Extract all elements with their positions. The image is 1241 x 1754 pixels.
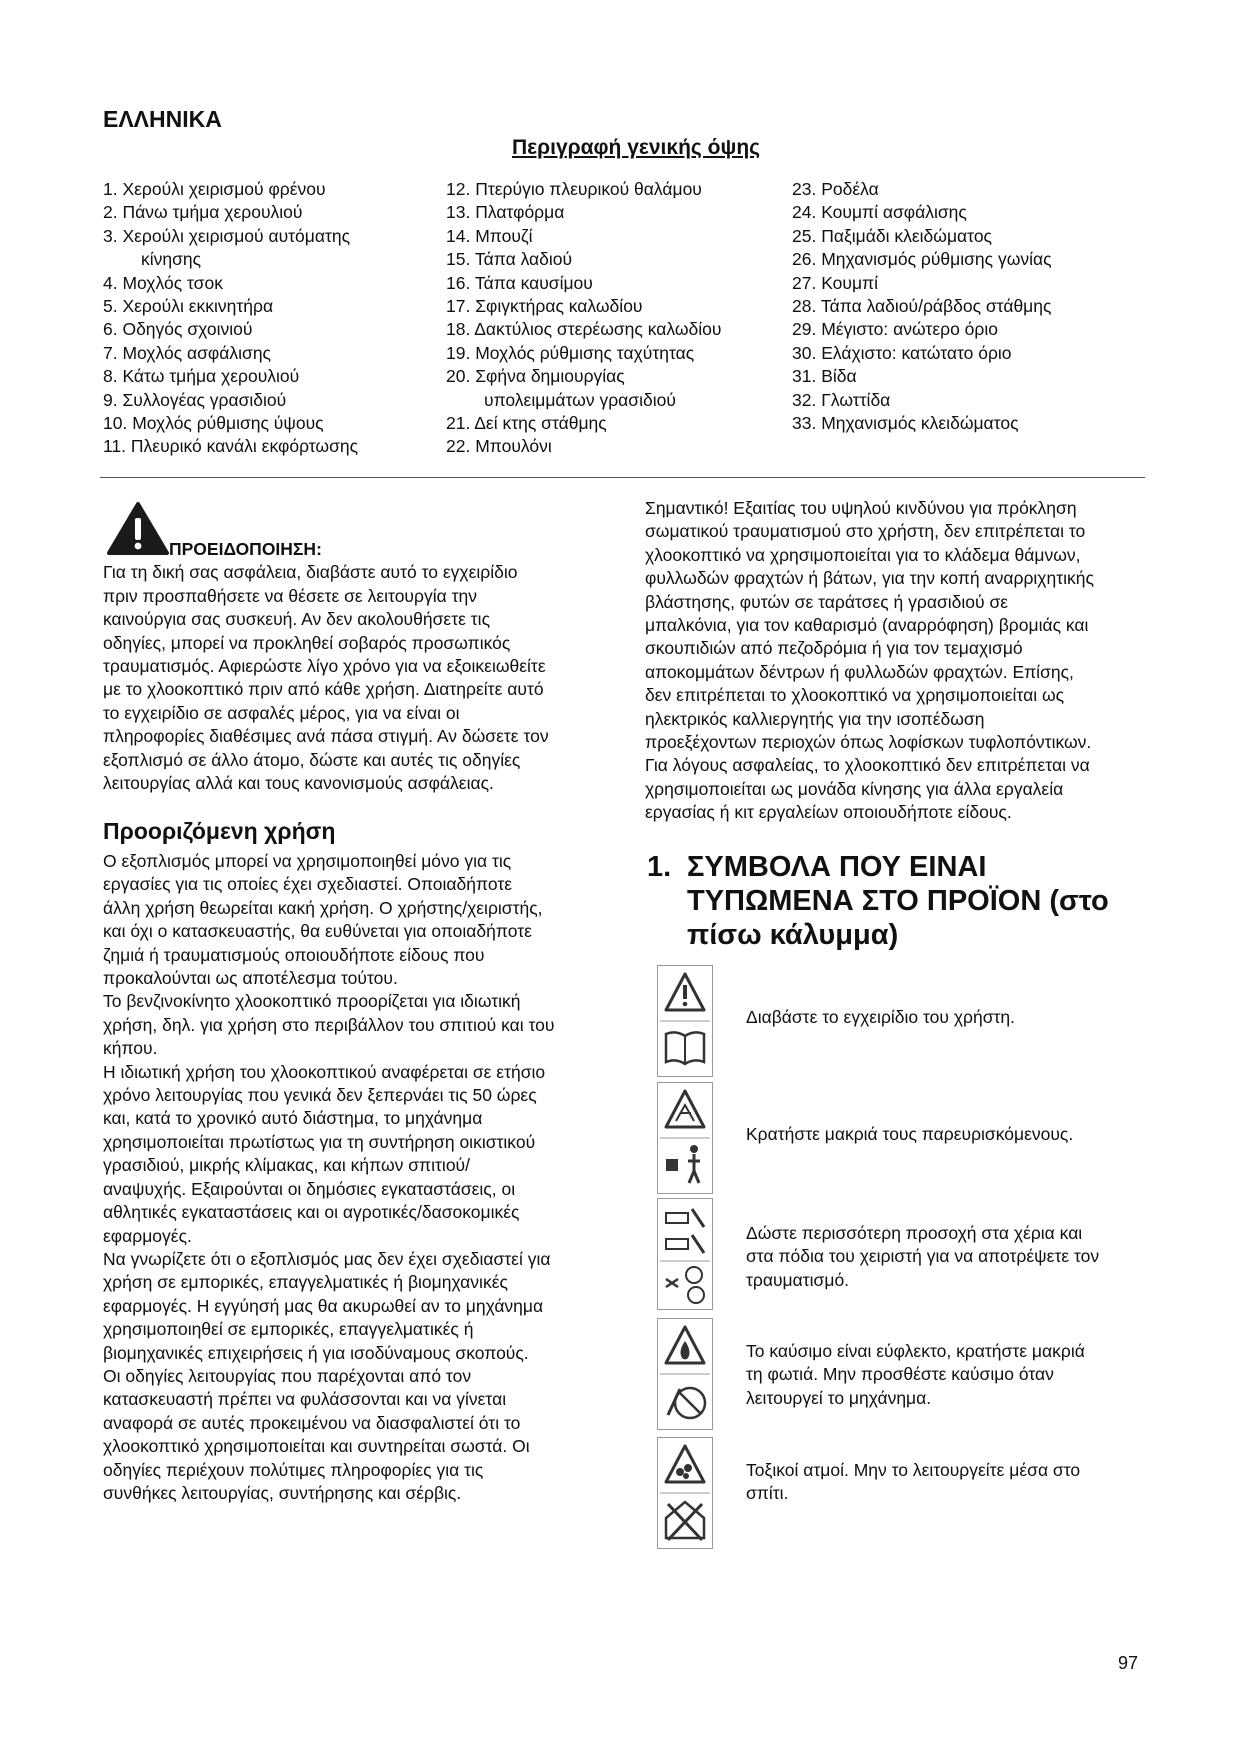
flammable-fuel-icon	[657, 1318, 713, 1430]
section-title-line: ΤΥΠΩΜΕΝΑ ΣΤΟ ΠΡΟΪΟΝ (στο	[687, 885, 1109, 917]
page-number: 97	[1118, 1653, 1139, 1673]
part-item: 12. Πτερύγιο πλευρικού θαλάμου	[446, 179, 702, 199]
read-manual-icon	[657, 965, 713, 1077]
text-line: λειτουργίας αλλά και τους κανονισμούς ασφάλειας.	[103, 773, 494, 794]
keep-bystanders-away-icon	[657, 1082, 713, 1194]
text-line: χρησιμοποιείται πρωτίστως για τη συντήρηση οικιστικού	[103, 1131, 536, 1152]
part-item: 13. Πλατφόρμα	[446, 202, 565, 223]
part-item: 30. Ελάχιστο: κατώτατο όριο	[792, 342, 1012, 363]
symbol-description	[746, 1340, 1146, 1410]
part-item: 21. Δεί κτης στάθμης	[446, 413, 607, 434]
text-line: στα πόδια του χειριστή για να αποτρέψετε τον	[746, 1246, 1100, 1267]
part-item: 3. Χερούλι χειρισμού αυτόματης	[103, 225, 351, 246]
section-divider	[100, 477, 1145, 478]
text-line: πριν προσπαθήσετε να θέσετε σε λειτουργία την	[103, 585, 477, 606]
text-line: οδηγίες περιέχουν πολύτιμες πληροφορίες για τις	[103, 1459, 484, 1480]
part-item: 1. Χερούλι χειρισμού φρένου	[103, 179, 326, 199]
text-line: βιομηχανικές επιχειρήσεις ή για ισοδύναμους σκοπούς.	[103, 1342, 529, 1363]
text-line: Το καύσιμο είναι εύφλεκτο, κρατήστε μακριά	[746, 1341, 1085, 1361]
text-line: σωματικού τραυματισμού στο χρήστη, δεν επιτρέπεται το	[645, 521, 1086, 542]
part-item: 22. Μπουλόνι	[446, 436, 552, 457]
part-item: 31. Βίδα	[792, 366, 857, 387]
important-block	[645, 497, 1145, 825]
part-item: 23. Ροδέλα	[792, 179, 879, 199]
part-item: 27. Κουμπί	[792, 272, 878, 293]
part-item: 8. Κάτω τμήμα χερουλιού	[103, 366, 300, 387]
part-item: 11. Πλευρικό κανάλι εκφόρτωσης	[103, 436, 359, 457]
text-line: Για λόγους ασφαλείας, το χλοοκοπτικό δεν επιτρέπεται να	[645, 755, 1090, 776]
symbol-description	[746, 1222, 1146, 1292]
text-line: με το χλοοκοπτικό πριν από κάθε χρήση. Διατηρείτε αυτό	[103, 679, 544, 700]
text-line: εξοπλισμό σε άλλο άτομο, δώστε και αυτές τις οδηγίες	[103, 749, 521, 770]
warning-heading: ΠΡΟΕΙΔΟΠΟΙΗΣΗ:	[169, 539, 322, 559]
part-item: κίνησης	[141, 249, 202, 270]
part-item: 18. Δακτύλιος στερέωσης καλωδίου	[446, 319, 722, 340]
text-line: σπίτι.	[746, 1483, 789, 1504]
text-line: τραυματισμός. Αφιερώστε λίγο χρόνο για να εξοικειωθείτε	[103, 656, 546, 677]
text-line: χρόνο λειτουργίας που γενικά δεν ξεπερνάει τις 50 ώρες	[103, 1085, 537, 1106]
section-number: 1.	[647, 851, 672, 883]
part-item: 33. Μηχανισμός κλειδώματος	[792, 413, 1019, 434]
part-item: 29. Μέγιστο: ανώτερο όριο	[792, 319, 998, 340]
intended-use-body	[103, 850, 613, 1505]
parts-column-1	[103, 178, 358, 459]
text-line: αποκομμάτων δέντρων ή φυλλωδών φραχτών. Επίσης,	[645, 661, 1074, 682]
text-line: μπαλκόνια, για τον καθαρισμό (αναρρόφηση) βρομιάς και	[645, 615, 1089, 636]
part-item: 25. Παξιμάδι κλειδώματος	[792, 225, 992, 246]
part-item: 32. Γλωττίδα	[792, 389, 891, 410]
symbols-section-heading	[647, 850, 1167, 952]
text-line: γρασιδιού, μικρής κλίμακας, και κήπων σπιτιού/	[103, 1155, 470, 1176]
text-line: συνθήκες λειτουργίας, συντήρησης και σέρβις.	[103, 1482, 462, 1503]
text-line: άλλη χρήση θεωρείται κακή χρήση. Ο χρήστης/χειριστής,	[103, 897, 543, 918]
section-title-line: πίσω κάλυμμα)	[687, 919, 899, 951]
text-line: καινούργια σας συσκευή. Αν δεν ακολουθήσετε τις	[103, 609, 491, 630]
text-line: Το βενζινοκίνητο χλοοκοπτικό προορίζεται για ιδιωτική	[103, 991, 521, 1012]
text-line: λειτουργεί το μηχάνημα.	[746, 1387, 932, 1408]
text-line: εργασίας ή κιτ εργαλείων οποιουδήποτε είδους.	[645, 802, 1012, 823]
text-line: πληροφορίες διαθέσιμες ανά πάσα στιγμή. Αν δώσετε τον	[103, 726, 549, 747]
section-title-line: ΣΥΜΒΟΛΑ ΠΟΥ ΕΙΝΑΙ	[687, 851, 987, 883]
text-line: χρήση, δηλ. για χρήση στο περιβάλλον του σπιτιού και του	[103, 1014, 555, 1035]
part-item: 7. Μοχλός ασφάλισης	[103, 342, 271, 363]
part-item: 10. Μοχλός ρύθμισης ύψους	[103, 413, 324, 434]
part-item: 15. Τάπα λαδιού	[446, 249, 573, 270]
part-item: 4. Μοχλός τσοκ	[103, 272, 223, 293]
text-line: προκαλούνται ως αποτέλεσμα τούτου.	[103, 968, 398, 989]
text-line: κατασκευαστή πρέπει να φυλάσσονται και να γίνεται	[103, 1389, 507, 1410]
part-item: 19. Μοχλός ρύθμισης ταχύτητας	[446, 342, 695, 363]
text-line: Δώστε περισσότερη προσοχή στα χέρια και	[746, 1223, 1083, 1243]
text-line: χρήση σε εμπορικές, επαγγελματικές ή βιομηχανικές	[103, 1272, 508, 1293]
part-item: 5. Χερούλι εκκινητήρα	[103, 296, 274, 317]
text-line: το εγχειρίδιο σε ασφαλές μέρος, για να είναι οι	[103, 702, 460, 723]
text-line: εφαρμογές. Η εγγύησή μας θα ακυρωθεί αν το μηχάνημα	[103, 1295, 544, 1316]
text-line: εφαρμογές.	[103, 1225, 192, 1246]
text-line: χλοοκοπτικό χρησιμοποιείται και συντηρείται σωστά. Οι	[103, 1436, 530, 1457]
part-item: 14. Μπουζί	[446, 225, 533, 246]
text-line: προεξέχοντων περιοχών όπως λοφίσκων τυφλοπόντικων.	[645, 732, 1092, 753]
text-line: και, κατά το χρονικό αυτό διάστημα, το μηχάνημα	[103, 1108, 483, 1129]
hands-feet-hazard-icon	[657, 1198, 713, 1310]
symbol-description	[746, 1123, 1146, 1146]
text-line: αθλητικές εγκαταστάσεις και οι αγροτικές/δασοκομικές	[103, 1202, 520, 1223]
part-item: 6. Οδηγός σχοινιού	[103, 319, 253, 340]
text-line: Κρατήστε μακριά τους παρευρισκόμενους.	[746, 1124, 1074, 1144]
text-line: Διαβάστε το εγχειρίδιο του χρήστη.	[746, 1007, 1016, 1027]
text-line: Τοξικοί ατμοί. Μην το λειτουργείτε μέσα στο	[746, 1460, 1081, 1480]
part-item: 20. Σφήνα δημιουργίας	[446, 366, 625, 387]
warning-block	[103, 538, 603, 795]
text-line: Η ιδιωτική χρήση του χλοοκοπτικού αναφέρεται σε ετήσιο	[103, 1061, 546, 1082]
part-item: 17. Σφιγκτήρας καλωδίου	[446, 296, 643, 317]
part-item: 28. Τάπα λαδιού/ράβδος στάθμης	[792, 296, 1052, 317]
symbol-description	[746, 1006, 1146, 1029]
part-item: 24. Κουμπί ασφάλισης	[792, 202, 967, 223]
text-line: δεν επιτρέπεται το χλοοκοπτικό να χρησιμοποιείται ως	[645, 685, 1065, 706]
text-line: σκουπιδιών από πεζοδρόμια ή για τον τεμαχισμό	[645, 638, 1023, 659]
text-line: ηλεκτρικός καλλιεργητής για την ισοπέδωση	[645, 708, 985, 729]
text-line: χρησιμοποιείται ως μονάδα κίνησης για άλλα εργαλεία	[645, 778, 1064, 799]
language-heading: ΕΛΛΗΝΙΚΑ	[103, 106, 222, 132]
symbol-description	[746, 1459, 1146, 1506]
text-line: βλάστησης, φυτών σε ταράτσες ή γρασιδιού σε	[645, 591, 1009, 612]
part-item: 26. Μηχανισμός ρύθμισης γωνίας	[792, 249, 1052, 270]
part-item: 16. Τάπα καυσίμου	[446, 272, 593, 293]
text-line: και όχι ο κατασκευαστής, θα ευθύνεται για οποιαδήποτε	[103, 921, 532, 942]
text-line: φυλλωδών φραχτών ή βάτων, για την κοπή αναρριχητικής	[645, 568, 1094, 589]
overview-title: Περιγραφή γενικής όψης	[512, 136, 761, 159]
text-line: Ο εξοπλισμός μπορεί να χρησιμοποιηθεί μόνο για τις	[103, 851, 512, 871]
text-line: Για τη δική σας ασφάλεια, διαβάστε αυτό το εγχειρίδιο	[103, 562, 518, 583]
part-item: 9. Συλλογέας γρασιδιού	[103, 389, 287, 410]
text-line: αναφορά σε αυτές προκειμένου να διασφαλιστεί ότι το	[103, 1412, 521, 1433]
text-line: κήπου.	[103, 1038, 158, 1059]
text-line: οδηγίες, μπορεί να προκληθεί σοβαρός προσωπικός	[103, 632, 511, 653]
parts-column-2	[446, 178, 721, 459]
text-line: αναψυχής. Εξαιρούνται οι δημόσιες εγκαταστάσεις, οι	[103, 1178, 516, 1199]
part-item: υπολειμμάτων γρασιδιού	[484, 389, 676, 410]
text-line: ζημιά ή τραυματισμούς οποιουδήποτε είδους που	[103, 944, 485, 965]
intended-use-heading: Προοριζόμενη χρήση	[103, 818, 336, 844]
text-line: Σημαντικό! Εξαιτίας του υψηλού κινδύνου για πρόκληση	[645, 498, 1077, 518]
part-item: 2. Πάνω τμήμα χερουλιού	[103, 202, 303, 223]
toxic-fumes-icon	[657, 1437, 713, 1549]
text-line: Να γνωρίζετε ότι ο εξοπλισμός μας δεν έχει σχεδιαστεί για	[103, 1248, 551, 1269]
parts-column-3	[792, 178, 1052, 435]
text-line: τη φωτιά. Μην προσθέστε καύσιμο όταν	[746, 1364, 1054, 1385]
text-line: τραυματισμό.	[746, 1269, 850, 1290]
text-line: χρησιμοποιηθεί σε εμπορικές, επαγγελματικές ή	[103, 1319, 474, 1340]
text-line: χλοοκοπτικό να χρησιμοποιείται για το κλάδεμα θάμνων,	[645, 544, 1081, 565]
text-line: εργασίες για τις οποίες έχει σχεδιαστεί. Οποιαδήποτε	[103, 874, 513, 895]
text-line: Οι οδηγίες λειτουργίας που παρέχονται από τον	[103, 1365, 472, 1386]
